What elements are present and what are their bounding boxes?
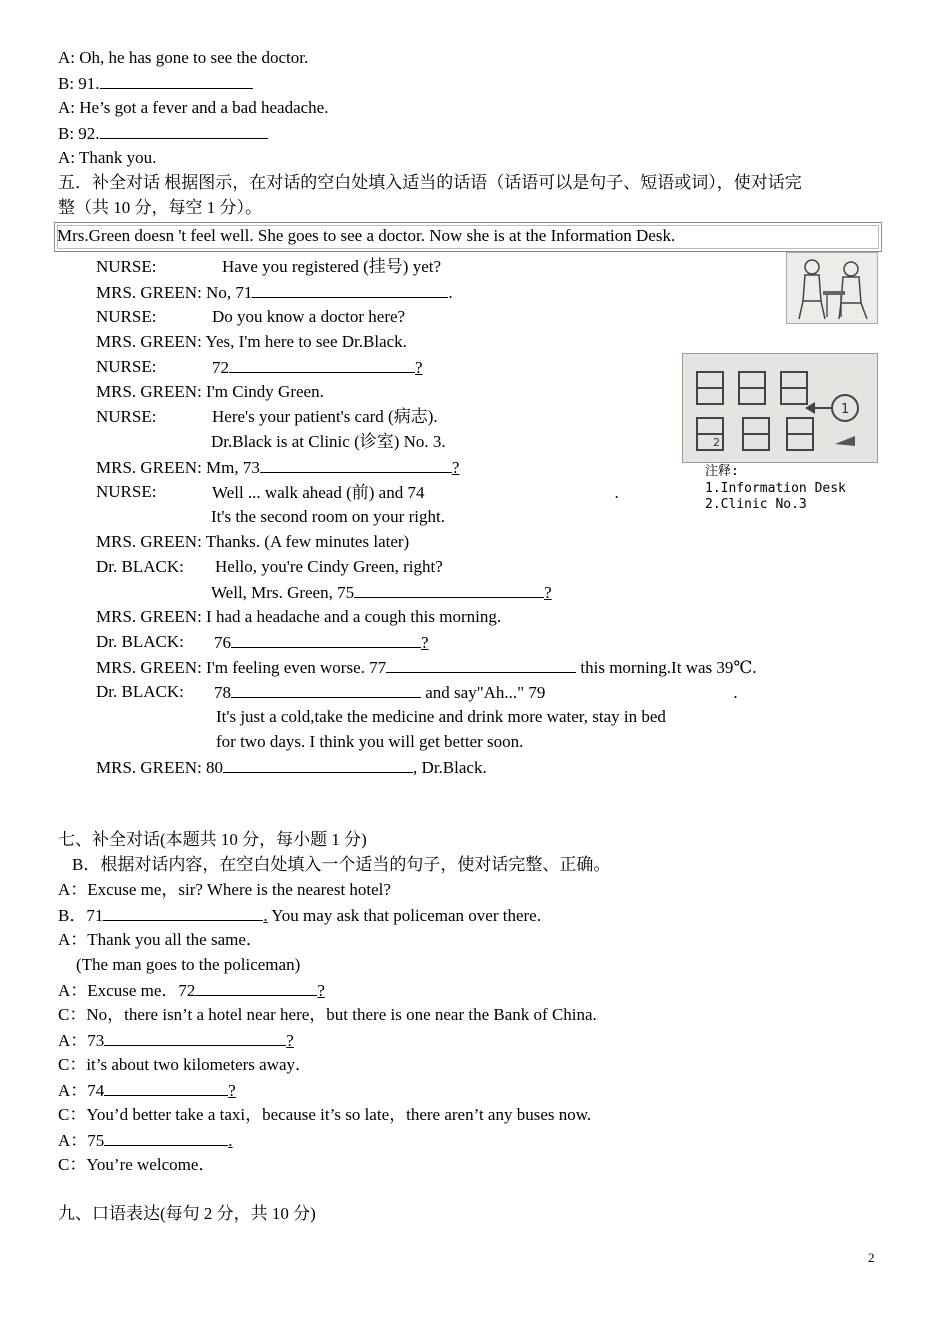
dialog-line: NURSE: [96, 307, 157, 326]
stage-direction: (The man goes to the policeman) [76, 955, 301, 974]
dialog-line: C：You’re welcome． [58, 1155, 216, 1174]
dialog-text: Hello, you're Cindy Green, right? [215, 557, 443, 576]
figure-note-2: 2.Clinic No.3 [705, 497, 807, 512]
situation-text: Mrs.Green doesn 't feel well. She goes to see a doctor. Now she is at the Information Desk. [57, 226, 676, 245]
dialog-line: A: He’s got a fever and a bad headache. [58, 98, 329, 117]
answer-blank-s7-71[interactable] [103, 904, 263, 921]
dialog-line-s7-71: B．71 . You may ask that policeman over there. [58, 906, 541, 925]
section7-instruction: B．根据对话内容，在空白处填入一个适当的句子，使对话完整、正确。 [72, 855, 611, 874]
dialog-line-78-79: 78 and say"Ah..." 79 . [214, 683, 738, 702]
dialog-text: Dr.Black is at Clinic (诊室) No. 3. [211, 432, 446, 451]
dialog-line: A: Oh, he has gone to see the doctor. [58, 48, 309, 67]
dialog-line-71: MRS. GREEN: No, 71 . [96, 283, 453, 302]
dialog-line: MRS. GREEN: I'm Cindy Green. [96, 382, 324, 401]
dialog-line: Dr. BLACK: [96, 557, 184, 576]
answer-blank-80[interactable] [223, 756, 413, 773]
dialog-text: It's just a cold,take the medicine and drink more water, stay in bed [216, 707, 666, 726]
dialog-line: NURSE: [96, 357, 157, 376]
dialog-line: C：You’d better take a taxi，because it’s so late，there aren’t any buses now. [58, 1105, 592, 1124]
dialog-line: C：No，there isn’t a hotel near here，but there is one near the Bank of China. [58, 1005, 597, 1024]
section5-heading: 五．补全对话 根据图示，在对话的空白处填入适当的话语（话语可以是句子、短语或词），使对话完 [58, 173, 802, 192]
dialog-line: A：Excuse me，sir? Where is the nearest hotel? [58, 880, 391, 899]
dialog-line-92: B: 92. [58, 122, 268, 145]
dialog-line-75: Well, Mrs. Green, 75 ? [211, 583, 552, 602]
doctor-patient-illustration [786, 252, 878, 324]
section5-heading-cont: 整（共 10 分，每空 1 分）。 [58, 198, 262, 217]
answer-blank-76[interactable] [231, 631, 421, 648]
dialog-line: C：it’s about two kilometers away． [58, 1055, 313, 1074]
dialog-line-72: 72 ? [212, 358, 423, 377]
dialog-line: MRS. GREEN: Thanks. (A few minutes later) [96, 532, 410, 551]
dialog-line: NURSE: [96, 257, 157, 276]
situation-box [54, 222, 882, 252]
clinic-floor-plan [682, 353, 878, 463]
dialog-text: Do you know a doctor here? [212, 307, 406, 326]
answer-blank-92[interactable] [100, 122, 268, 139]
section7-heading: 七、补全对话(本题共 10 分，每小题 1 分) [58, 830, 367, 849]
dialog-line: Dr. BLACK: [96, 632, 184, 651]
dialog-text: It's the second room on your right. [211, 507, 445, 526]
dialog-line-s7-73: A：73 ? [58, 1031, 294, 1050]
dialog-line: NURSE: [96, 482, 157, 501]
answer-blank-79[interactable] [545, 681, 733, 698]
dialog-text: for two days. I think you will get better soon. [216, 732, 524, 751]
dialog-line-74: Well ... walk ahead (前) and 74 . [212, 483, 619, 502]
dialog-line: A: Thank you. [58, 148, 157, 167]
answer-blank-72[interactable] [229, 356, 415, 373]
answer-blank-91[interactable] [100, 72, 253, 89]
dialog-line-s7-75: A：75 . [58, 1131, 233, 1150]
dialog-line: A：Thank you all the same． [58, 930, 263, 949]
answer-blank-74[interactable] [424, 481, 614, 498]
dialog-line: MRS. GREEN: Yes, I'm here to see Dr.Black. [96, 332, 407, 351]
dialog-line: Dr. BLACK: [96, 682, 184, 701]
answer-blank-77[interactable] [386, 656, 576, 673]
figure-note-title: 注释: [705, 464, 739, 479]
dialog-line: NURSE: [96, 407, 157, 426]
answer-blank-s7-75[interactable] [104, 1129, 228, 1146]
dialog-line: MRS. GREEN: I had a headache and a cough this morning. [96, 607, 502, 626]
answer-blank-s7-73[interactable] [104, 1029, 286, 1046]
dialog-line-77: MRS. GREEN: I'm feeling even worse. 77 this morning.It was 39℃. [96, 658, 757, 677]
answer-blank-73[interactable] [260, 456, 452, 473]
dialog-line-s7-74: A：74 ? [58, 1081, 236, 1100]
answer-blank-71[interactable] [252, 281, 448, 298]
dialog-line-91: B: 91. [58, 72, 253, 95]
dialog-line-80: MRS. GREEN: 80 , Dr.Black. [96, 758, 487, 777]
answer-blank-s7-72[interactable] [195, 979, 317, 996]
plan-label-1: 1 [841, 402, 850, 417]
answer-blank-s7-74[interactable] [104, 1079, 228, 1096]
dialog-text: Have you registered (挂号) yet? [222, 257, 442, 276]
dialog-line-s7-72: A：Excuse me．72 ? [58, 981, 325, 1000]
figure-note-1: 1.Information Desk [705, 481, 846, 496]
answer-blank-78[interactable] [231, 681, 421, 698]
section9-heading: 九、口语表达(每句 2 分，共 10 分) [58, 1204, 316, 1223]
answer-blank-75[interactable] [354, 581, 544, 598]
dialog-text: Here's your patient's card (病志). [212, 407, 438, 426]
page-number: 2 [868, 1250, 875, 1265]
plan-label-2: 2 [713, 436, 720, 449]
dialog-line-73: MRS. GREEN: Mm, 73 ? [96, 458, 460, 477]
dialog-line-76: 76 ? [214, 633, 429, 652]
